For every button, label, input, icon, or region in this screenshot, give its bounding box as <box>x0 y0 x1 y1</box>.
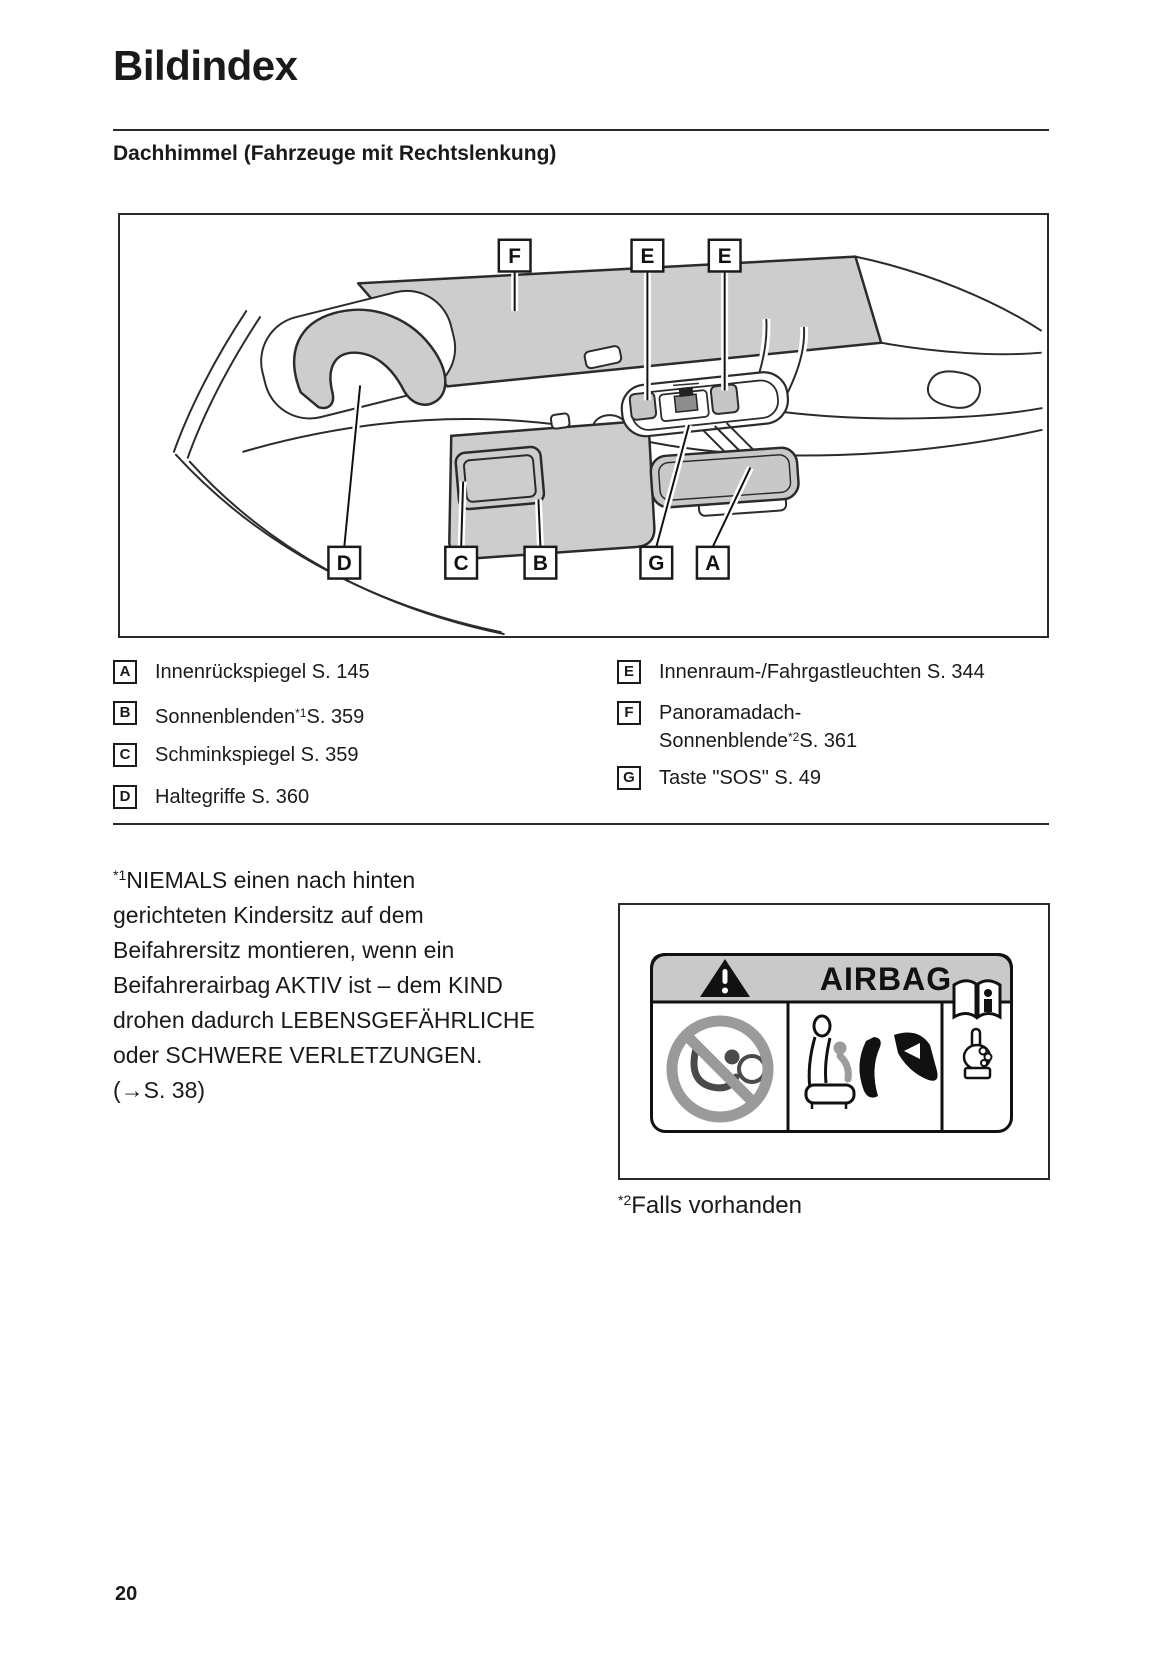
svg-text:C: C <box>453 552 469 576</box>
legend-text-c: Schminkspiegel S. 359 <box>155 744 359 766</box>
headliner-figure-frame <box>118 213 1049 638</box>
header-divider <box>113 129 1049 131</box>
legend-row-a <box>113 660 370 684</box>
callout-F <box>499 240 531 272</box>
svg-text:E: E <box>640 245 655 269</box>
callout-D <box>328 547 360 579</box>
footnote-1-pageref: (→S. 38) <box>113 1077 206 1103</box>
svg-text:A: A <box>705 552 721 576</box>
callout-E-right <box>709 240 741 272</box>
footnote-2-marker: *2 <box>618 1192 632 1208</box>
svg-text:G: G <box>648 552 665 576</box>
legend-text-b: Sonnenblenden$^{*1}$S. 359 <box>155 706 365 728</box>
no-child-seat-pictogram <box>672 1021 768 1117</box>
legend-text-e: Innenraum-/Fahrgastleuchten S. 344 <box>659 661 985 683</box>
legend-row-b <box>113 701 364 729</box>
footnote-2: $^{*2}$Falls vorhanden <box>618 1192 802 1219</box>
legend-text-f: Panoramadach- Sonnenblende$^{*2}$S. 361 <box>659 702 858 752</box>
airbag-label-title: AIRBAG <box>819 961 953 997</box>
legend-row-c <box>113 743 358 767</box>
svg-text:D: D <box>336 552 352 576</box>
page-number: 20 <box>115 1583 138 1605</box>
legend-row-e <box>617 660 985 684</box>
footnote-ref-2: *2 <box>788 730 800 744</box>
legend-letter-e: E <box>617 660 641 684</box>
legend-text-g: Taste "SOS" S. 49 <box>659 767 822 789</box>
sun-visor <box>449 413 654 559</box>
legend-letter-f: F <box>617 701 641 725</box>
callout-G <box>640 547 672 579</box>
read-manual-pictogram <box>954 981 1000 1078</box>
interior-light-left <box>629 392 656 420</box>
legend-row-f <box>617 701 857 753</box>
legend-letter-b: B <box>113 701 137 725</box>
legend-divider <box>113 823 1049 825</box>
section-heading: Dachhimmel (Fahrzeuge mit Rechtslenkung) <box>113 142 557 165</box>
svg-text:B: B <box>532 552 548 576</box>
page-title: Bildindex <box>113 42 298 89</box>
svg-text:E: E <box>717 245 732 269</box>
legend-letter-c: C <box>113 743 137 767</box>
callout-A <box>697 547 729 579</box>
legend-letter-g: G <box>617 766 641 790</box>
footnote-ref-1: *1 <box>295 706 307 720</box>
legend-letter-d: D <box>113 785 137 809</box>
legend-letter-a: A <box>113 660 137 684</box>
callout-C <box>445 547 477 579</box>
footnote-1: $^{*1}$NIEMALS einen nach hinten gerichteten Kindersitz auf dem Beifahrersitz montieren, wenn ein Beifahrerairbag AKTIV ist – dem KIND drohen dadurch LEBENSGEFÄHRLICHE oder SCHWERE VERLETZUNGEN. (→S. 38) <box>113 858 618 1108</box>
legend-text-d: Haltegriffe S. 360 <box>155 786 310 808</box>
airbag-deploy-pictogram <box>806 1016 938 1109</box>
airbag-caution-label <box>650 953 1013 1133</box>
svg-text:F: F <box>508 245 522 269</box>
callout-E-left <box>632 240 664 272</box>
pointing-hand-icon <box>964 1029 992 1078</box>
headliner-diagram <box>120 215 1047 636</box>
footnote-1-marker: *1 <box>113 867 127 883</box>
callout-B <box>525 547 557 579</box>
legend-row-d <box>113 785 309 809</box>
legend-row-g <box>617 766 821 790</box>
legend-text-a: Innenrückspiegel S. 145 <box>155 661 370 683</box>
assist-grip-right <box>928 371 980 408</box>
